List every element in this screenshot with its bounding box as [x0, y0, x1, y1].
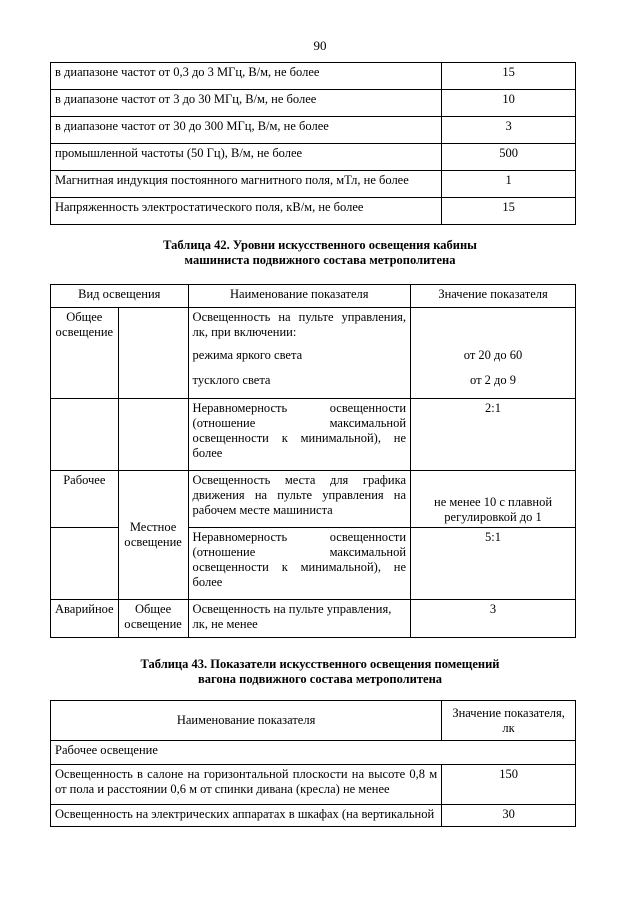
section-row — [51, 741, 576, 765]
table-row — [51, 117, 576, 144]
lighting-type-cell: Общее освещение — [51, 308, 119, 399]
param-cell — [188, 308, 411, 399]
header-cell: Наименование показателя — [188, 285, 411, 308]
page-number: 90 — [313, 38, 327, 53]
empty-cell — [118, 399, 188, 471]
table-row — [51, 171, 576, 198]
value-cell: 3 — [442, 117, 576, 144]
value-cell: 10 — [442, 90, 576, 117]
header-cell: Значение показателя — [411, 285, 576, 308]
value-cell: 3 — [411, 600, 576, 638]
param-cell: промышленной частоты (50 Гц), В/м, не более — [51, 144, 442, 171]
lighting-type-cell: Аварийное — [51, 600, 119, 638]
table-header-row — [51, 701, 576, 741]
param-cell: Неравномерность освещенности (отношение максимальной освещенности к минимальной), не более — [188, 399, 411, 471]
table-row — [51, 198, 576, 225]
value-cell: 500 — [442, 144, 576, 171]
header-cell: Значение показателя, лк — [442, 701, 576, 741]
header-cell: Вид освещения — [51, 285, 189, 308]
table42 — [50, 284, 576, 638]
table-row — [51, 63, 576, 90]
caption-line: Таблица 42. Уровни искусственного освещения кабины — [163, 238, 477, 252]
table-header-row — [51, 285, 576, 308]
value-cell: 15 — [442, 63, 576, 90]
lighting-type-cell: Рабочее — [51, 471, 119, 528]
dim-value: от 2 до 9 — [470, 373, 517, 387]
empty-cell — [118, 308, 188, 399]
param-cell: в диапазоне частот от 30 до 300 МГц, В/м, не более — [51, 117, 442, 144]
table-row — [51, 308, 576, 399]
section-cell: Рабочее освещение — [51, 741, 576, 765]
table-row — [51, 399, 576, 471]
param-cell: Освещенность в салоне на горизонтальной плоскости на высоте 0,8 м от пола и расстоянии 0,6 м от спинки дивана (кресла) не менее — [51, 765, 442, 805]
value-cell: 15 — [442, 198, 576, 225]
value-cell: 5:1 — [411, 528, 576, 600]
table-row — [51, 765, 576, 805]
value-cell — [411, 308, 576, 399]
value-cell: 1 — [442, 171, 576, 198]
param-cell: Освещенность места для графика движения на пульте управления на рабочем месте машиниста — [188, 471, 411, 528]
caption-line: машиниста подвижного состава метрополитена — [184, 253, 456, 267]
table-row — [51, 471, 576, 528]
param-cell: в диапазоне частот от 0,3 до 3 МГц, В/м, не более — [51, 63, 442, 90]
panel-label: Освещенность на пульте управления, лк, при включении: — [192, 310, 407, 339]
param-cell: Неравномерность освещенности (отношение максимальной освещенности к минимальной), не более — [188, 528, 411, 600]
table-row — [51, 600, 576, 638]
empty-cell — [51, 528, 119, 600]
dim-label: тусклого света — [192, 373, 271, 387]
empty-cell — [51, 399, 119, 471]
value-cell: не менее 10 с плавной регулировкой до 1 — [411, 471, 576, 528]
bright-label: режима яркого света — [192, 348, 303, 362]
param-cell: Освещенность на пульте управления, лк, не менее — [188, 600, 411, 638]
param-cell: Освещенность на электрических аппаратах в шкафах (на вертикальной — [51, 805, 442, 827]
value-cell: 30 — [442, 805, 576, 827]
value-cell: 2:1 — [411, 399, 576, 471]
table-row — [51, 805, 576, 827]
table43 — [50, 700, 576, 827]
lighting-subtype-cell: Общее освещение — [118, 600, 188, 638]
bright-value: от 20 до 60 — [463, 348, 523, 362]
table43-caption — [0, 657, 640, 687]
param-cell: Магнитная индукция постоянного магнитного поля, мТл, не более — [51, 171, 442, 198]
caption-line: вагона подвижного состава метрополитена — [197, 672, 443, 686]
param-cell: Напряженность электростатического поля, кВ/м, не более — [51, 198, 442, 225]
header-cell: Наименование показателя — [51, 701, 442, 741]
table-row — [51, 144, 576, 171]
param-cell: в диапазоне частот от 3 до 30 МГц, В/м, не более — [51, 90, 442, 117]
lighting-subtype-cell: Местное освещение — [118, 471, 188, 600]
table-top — [50, 62, 576, 225]
table-row — [51, 90, 576, 117]
value-cell: 150 — [442, 765, 576, 805]
table42-caption — [0, 238, 640, 268]
caption-line: Таблица 43. Показатели искусственного освещения помещений — [140, 657, 500, 671]
